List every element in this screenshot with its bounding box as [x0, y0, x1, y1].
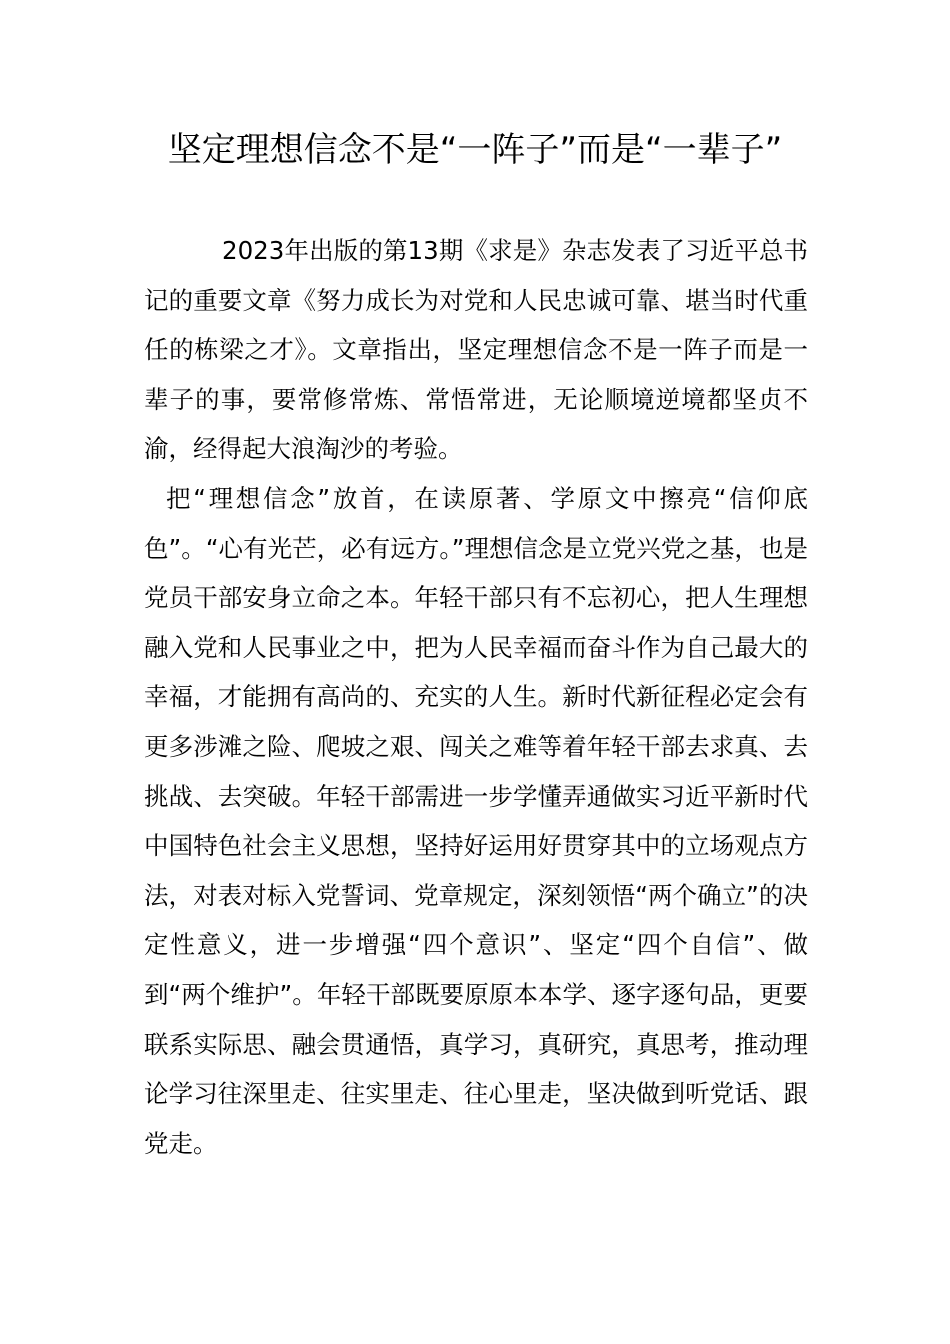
document-body	[144, 226, 808, 1168]
paragraph-2: 把“理想信念”放首，在读原著、学原文中擦亮“信仰底色”。“心有光芒，必有远方。”理想信念是立党兴党之基，也是党员干部安身立命之本。年轻干部只有不忘初心，把人生理想融入党和人民事业之中，把为人民幸福而奋斗作为自己最大的幸福，才能拥有高尚的、充实的人生。新时代新征程必定会有更多涉滩之险、爬坡之艰、闯关之难等着年轻干部去求真、去挑战、去突破。年轻干部需进一步学懂弄通做实习近平新时代中国特色社会主义思想，坚持好运用好贯穿其中的立场观点方法，对表对标入党誓词、党章规定，深刻领悟“两个确立”的决定性意义，进一步增强“四个意识”、坚定“四个自信”、做到“两个维护”。年轻干部既要原原本本学、逐字逐句品，更要联系实际思、融会贯通悟，真学习，真研究，真思考，推动理论学习往深里走、往实里走、往心里走，坚决做到听党话、跟党走。	[144, 483, 808, 1158]
document-title: 坚定理想信念不是“一阵子”而是“一辈子”	[167, 130, 783, 170]
paragraph-1: 2023年出版的第13期《求是》杂志发表了习近平总书记的重要文章《努力成长为对党和人民忠诚可靠、堪当时代重任的栋梁之才》。文章指出，坚定理想信念不是一阵子而是一辈子的事，要常修常炼、常悟常进，无论顺境逆境都坚贞不渝，经得起大浪淘沙的考验。	[144, 236, 808, 464]
